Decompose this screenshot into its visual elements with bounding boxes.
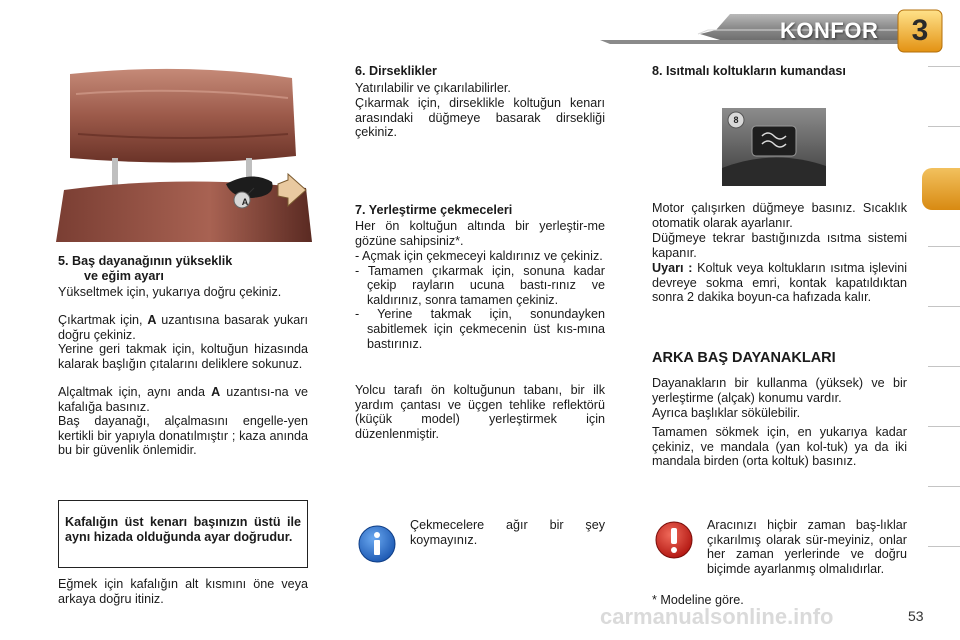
section7-p2: Yolcu tarafı ön koltuğunun tabanı, bir ilk yardım çantası ve üçgen tehlike reflektörü (küçük model) yerleştirmek için düzenlenmiştir. (355, 383, 605, 441)
section5-p4-bold: A (211, 385, 221, 399)
section8-p1: Motor çalışırken düğmeye basınız. Sıcaklık otomatik olarak ayarlanır. (652, 201, 907, 230)
section6-p2: Çıkarmak için, dirseklikle koltuğun kenarı arasındaki düğmeye basarak dirsekliği çekiniz. (355, 96, 605, 140)
section5-p4-suffix: uzantısı-na ve kafalığa basınız. (58, 385, 308, 414)
info-icon (357, 524, 397, 564)
chapter-tab[interactable] (928, 426, 960, 486)
warning-note-text: Aracınızı hiçbir zaman baş-lıklar çıkarılmış olarak sür-meyiniz, onlar her zaman yerlerinde ve doğru biçimde ayarlanmış olmalıdırlar. (707, 518, 907, 576)
page-number: 53 (908, 608, 924, 624)
section7-heading: 7. Yerleştirme çekmeceleri (355, 203, 513, 217)
section8-warning-text: Koltuk veya koltukların ısıtma işlevini devreye sokma emri, kontak kapatıldıktan sonra 2 dakika boyun-ca hafızada kalır. (652, 261, 907, 305)
section5-p5: Baş dayanağı, alçalmasını engelle-yen kertikli bir yapıyla donatılmıştır ; kaza anında bu bir güvenlik önlemidir. (58, 414, 308, 458)
list-item: - Açmak için çekmeceyi kaldırınız ve çekiniz. (355, 249, 603, 263)
headrest-photo (56, 64, 312, 242)
section5-heading-line1: 5. Baş dayanağının yükseklik (58, 254, 233, 268)
section8-heading: 8. Isıtmalı koltukların kumandası (652, 64, 846, 78)
info-note-text: Çekmecelere ağır bir şey koymayınız. (410, 518, 605, 547)
chapter-tab[interactable] (928, 366, 960, 426)
section7-bullet-list (355, 249, 605, 351)
section5-heading (58, 254, 308, 283)
footnote: * Modeline göre. (652, 593, 744, 607)
section5-heading-line2: ve eğim ayarı (84, 268, 164, 283)
photo-label-8: 8 (733, 115, 739, 125)
rear-p2: Ayrıca başlıklar sökülebilir. (652, 406, 801, 420)
section8-p2: Düğmeye tekrar bastığınızda ısıtma sistemi kapanır. (652, 231, 907, 260)
warning-icon (654, 520, 694, 560)
section5-p4 (58, 385, 308, 414)
chapter-tab[interactable] (928, 486, 960, 546)
section5-p4-prefix: Alçaltmak için, aynı anda (58, 385, 212, 399)
adjustment-note-box (58, 500, 308, 568)
chapter-tab[interactable] (928, 306, 960, 366)
list-item: - Tamamen çıkarmak için, sonuna kadar çekip rayların ucuna bastı-rınız ve kaldırınız, sonra tamamen çekiniz. (355, 263, 605, 307)
section6-p1: Yatırılabilir ve çıkarılabilirler. (355, 81, 511, 95)
section5-p2 (58, 313, 308, 342)
chapter-tab[interactable] (928, 66, 960, 126)
list-item: - Yerine takmak için, sonundayken sabitlemek için çekmecenin üst kıs-mına bastırınız. (355, 307, 605, 351)
section7-p1: Her ön koltuğun altında bir yerleştir-me gözüne sahipsiniz*. (355, 219, 605, 248)
section5-p2-prefix: Çıkartmak için, (58, 313, 148, 327)
section5-p6: Eğmek için kafalığın alt kısmını öne veya arkaya doğru itiniz. (58, 577, 308, 606)
section5-p3: Yerine geri takmak için, koltuğun hizasında kalarak başlığın çıtalarını deliklere sokunuz. (58, 342, 308, 371)
section8-p3 (652, 261, 907, 305)
chapter-tab[interactable] (928, 546, 960, 606)
chapter-tab-active[interactable] (922, 168, 960, 210)
rear-p3: Tamamen sökmek için, en yukarıya kadar çekiniz, ve mandala (yan kol-tuk) ya da iki mandala birden (orta koltuk) basınız. (652, 425, 907, 469)
page-title: KONFOR (780, 18, 879, 43)
section5-p2-suffix: uzantısına basarak yukarı doğru çekiniz. (58, 313, 308, 342)
chapter-number: 3 (911, 14, 929, 47)
rear-p1: Dayanakların bir kullanma (yüksek) ve bir yerleştirme (alçak) konumu vardır. (652, 376, 907, 405)
photo-label-a: A (241, 197, 249, 207)
section6-heading: 6. Dirseklikler (355, 64, 437, 78)
chapter-tab[interactable] (928, 246, 960, 306)
watermark: carmanualsonline.info (600, 604, 834, 629)
section8-warning-label: Uyarı : (652, 261, 698, 275)
section5-p1: Yükseltmek için, yukarıya doğru çekiniz. (58, 285, 282, 299)
adjustment-note-text: Kafalığın üst kenarı başınızın üstü ile aynı hizada olduğunda ayar doğrudur. (65, 515, 301, 544)
section5-p2-bold: A (147, 313, 157, 327)
rear-headrests-heading: ARKA BAŞ DAYANAKLARI (652, 350, 836, 366)
